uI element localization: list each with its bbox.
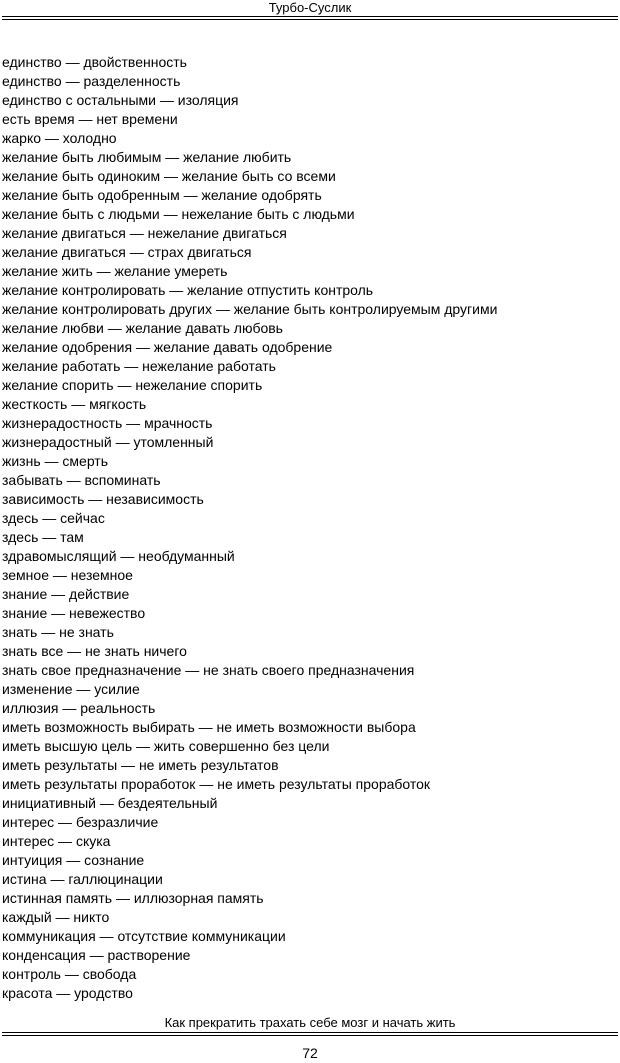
list-item: жизнь — смерть bbox=[2, 453, 109, 469]
list-item: желание быть одобренным — желание одобрять bbox=[2, 187, 322, 203]
list-item: иметь возможность выбирать — не иметь возможности выбора bbox=[2, 719, 416, 735]
list-item: иметь высшую цель — жить совершенно без цели bbox=[2, 738, 330, 754]
list-item: интерес — безразличие bbox=[2, 814, 159, 830]
list-item: интерес — скука bbox=[2, 833, 111, 849]
list-item: желание быть с людьми — нежелание быть с людьми bbox=[2, 206, 355, 222]
list-item: иллюзия — реальность bbox=[2, 700, 156, 716]
list-item: забывать — вспоминать bbox=[2, 472, 161, 488]
page-header bbox=[0, 0, 620, 24]
list-item: знание — невежество bbox=[2, 605, 146, 621]
list-item: желание жить — желание умереть bbox=[2, 263, 228, 279]
list-item: интуиция — сознание bbox=[2, 852, 145, 868]
list-item: желание быть одиноким — желание быть со всеми bbox=[2, 168, 336, 184]
list-item: единство — двойственность bbox=[2, 54, 187, 70]
list-item: истинная память — иллюзорная память bbox=[2, 890, 264, 906]
list-item: здравомыслящий — необдуманный bbox=[2, 548, 235, 564]
header-divider bbox=[2, 16, 618, 20]
list-item: изменение — усилие bbox=[2, 681, 140, 697]
list-item: единство с остальными — изоляция bbox=[2, 92, 239, 108]
list-item: есть время — нет времени bbox=[2, 111, 178, 127]
footer-divider bbox=[2, 1032, 618, 1036]
list-item: иметь результаты проработок — не иметь результаты проработок bbox=[2, 776, 431, 792]
running-footer-title: Как прекратить трахать себе мозг и начать жить bbox=[164, 1015, 456, 1030]
list-item: желание одобрения — желание давать одобрение bbox=[2, 339, 333, 355]
list-item: каждый — никто bbox=[2, 909, 110, 925]
list-item: желание двигаться — нежелание двигаться bbox=[2, 225, 287, 241]
list-item: единство — разделенность bbox=[2, 73, 181, 89]
list-item: желание любви — желание давать любовь bbox=[2, 320, 283, 336]
list-item: зависимость — независимость bbox=[2, 491, 204, 507]
list-item: красота — уродство bbox=[2, 985, 133, 1001]
list-item: здесь — сейчас bbox=[2, 510, 105, 526]
list-item: жизнерадостность — мрачность bbox=[2, 415, 213, 431]
list-item: иметь результаты — не иметь результатов bbox=[2, 757, 279, 773]
list-item: желание двигаться — страх двигаться bbox=[2, 244, 252, 260]
list-item: знать свое предназначение — не знать своего предназначения bbox=[2, 662, 415, 678]
list-item: жесткость — мягкость bbox=[2, 396, 147, 412]
list-item: желание быть любимым — желание любить bbox=[2, 149, 292, 165]
list-item: знание — действие bbox=[2, 586, 130, 602]
list-item: коммуникация — отсутствие коммуникации bbox=[2, 928, 286, 944]
list-item: земное — неземное bbox=[2, 567, 133, 583]
list-item: желание спорить — нежелание спорить bbox=[2, 377, 263, 393]
list-item: здесь — там bbox=[2, 529, 84, 545]
page-number: 72 bbox=[302, 1045, 318, 1061]
running-header-title: Турбо-Суслик bbox=[268, 0, 352, 15]
list-item: знать все — не знать ничего bbox=[2, 643, 187, 659]
list-item: знать — не знать bbox=[2, 624, 114, 640]
list-item: контроль — свобода bbox=[2, 966, 137, 982]
list-item: желание работать — нежелание работать bbox=[2, 358, 276, 374]
list-item: инициативный — бездеятельный bbox=[2, 795, 218, 811]
opposites-list bbox=[2, 53, 618, 1003]
list-item: жарко — холодно bbox=[2, 130, 117, 146]
list-item: желание контролировать — желание отпустить контроль bbox=[2, 282, 374, 298]
list-item: истина — галлюцинации bbox=[2, 871, 163, 887]
list-item: желание контролировать других — желание быть контролируемым другими bbox=[2, 301, 498, 317]
list-item: жизнерадостный — утомленный bbox=[2, 434, 214, 450]
list-item: конденсация — растворение bbox=[2, 947, 191, 963]
